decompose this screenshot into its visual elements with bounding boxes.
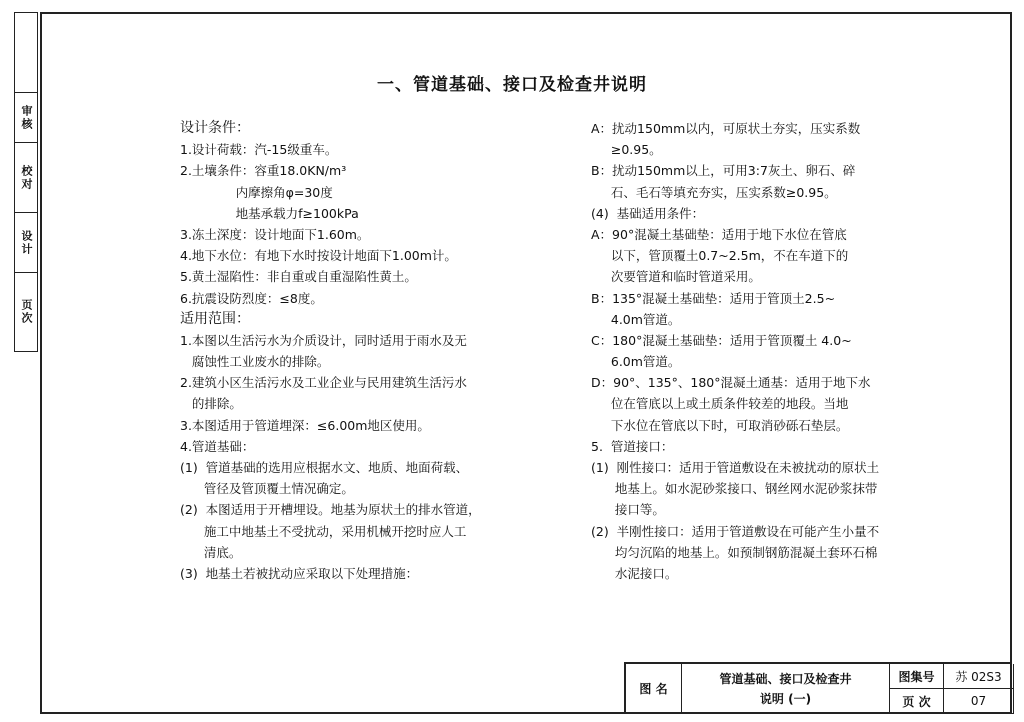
left-text-line: 地基承载力f≥100kPa (180, 205, 359, 221)
left-text-line: 内摩擦角φ=30度 (180, 184, 333, 200)
strip-cell-check: 校对 (15, 143, 37, 213)
right-text-line: 接口等。 (591, 502, 665, 518)
left-text-line: 施工中地基土不受扰动，采用机械开挖时应人工 (180, 523, 467, 539)
left-text-line: 清底。 (180, 544, 242, 560)
approval-strip (14, 12, 38, 352)
right-text-line: 均匀沉陷的地基上。如预制钢筋混凝土套环石棉 (591, 544, 878, 560)
drawing-name-line-1: 管道基础、接口及检查井 (719, 671, 852, 686)
right-text-line: C：180°混凝土基础垫：适用于管顶覆土 4.0~ (591, 332, 852, 348)
right-text-line: B：扰动150mm以上，可用3:7灰土、卵石、碎 (591, 163, 856, 179)
atlas-no: 苏 02S3 (944, 664, 1014, 689)
left-text-line: 3.本图适用于管道埋深：≤6.00m地区使用。 (180, 417, 430, 433)
right-text-line: A：90°混凝土基础垫：适用于地下水位在管底 (591, 226, 847, 242)
strip-cell-design: 设计 (15, 213, 37, 273)
right-text-line: (2) 半刚性接口：适用于管道敷设在可能产生小量不 (591, 523, 880, 539)
left-text-line: 适用范围： (180, 310, 250, 327)
right-text-line: A：扰动150mm以内，可原状土夯实，压实系数 (591, 121, 861, 136)
right-text-line: (4) 基础适用条件： (591, 205, 705, 221)
right-text-line: 位在管底以上或土质条件较差的地段。当地 (591, 396, 849, 412)
left-text-line: (3) 地基土若被扰动应采取以下处理措施： (180, 565, 419, 581)
page-no: 07 (944, 689, 1014, 714)
strip-cell-page: 页次 (20, 299, 33, 325)
right-text-line: 地基上。如水泥砂浆接口、钢丝网水泥砂浆抹带 (591, 481, 878, 497)
left-text-line: 5.黄土湿陷性：非自重或自重湿陷性黄土。 (180, 269, 417, 285)
left-text-line: 2.土壤条件：容重18.0KN/m³ (180, 163, 347, 179)
left-text-line: 1.设计荷载：汽-15级重车。 (180, 142, 338, 158)
strip-cell-review: 审核 (15, 93, 37, 143)
left-text-line: (2) 本图适用于开槽埋设。地基为原状土的排水管道， (180, 502, 481, 518)
left-column (180, 118, 481, 584)
left-text-line: 设计条件： (180, 120, 250, 136)
right-text-line: 4.0m管道。 (591, 311, 681, 327)
right-text-line: 以下，管顶覆土0.7~2.5m，不在车道下的 (591, 248, 849, 264)
right-text-line: 6.0m管道。 (591, 354, 681, 370)
right-text-line: 水泥接口。 (591, 565, 678, 581)
right-column (591, 118, 879, 584)
left-text-line: 的排除。 (180, 396, 242, 412)
drawing-name-line-2: 说明 (一) (759, 691, 812, 706)
left-text-line: 4.地下水位：有地下水时按设计地面下1.00m计。 (180, 248, 457, 264)
left-text-line: 6.抗震设防烈度：≤8度。 (180, 290, 323, 306)
left-text-line: 2.建筑小区生活污水及工业企业与民用建筑生活污水 (180, 375, 467, 391)
left-text-line: (1) 管道基础的选用应根据水文、地质、地面荷载、 (180, 460, 469, 475)
page-title: 一、管道基础、接口及检查井说明 (377, 75, 647, 95)
right-text-line: ≥0.95。 (591, 142, 662, 158)
title-block (624, 662, 1012, 714)
right-text-line: D：90°、135°、180°混凝土通基：适用于地下水 (591, 375, 871, 391)
drawing-name (682, 664, 890, 714)
label-page-no: 页 次 (890, 689, 944, 714)
right-text-line: B：135°混凝土基础垫：适用于管顶土2.5~ (591, 290, 836, 306)
label-drawing-name: 图 名 (626, 664, 682, 714)
left-text-line: 1.本图以生活污水为介质设计，同时适用于雨水及无 (180, 332, 467, 348)
right-text-line: 5. 管道接口： (591, 438, 674, 454)
left-text-line: 4.管道基础： (180, 438, 255, 454)
right-text-line: 下水位在管底以下时，可取消砂砾石垫层。 (591, 417, 849, 433)
right-text-line: (1) 刚性接口：适用于管道敷设在未被扰动的原状土 (591, 460, 880, 475)
left-text-line: 腐蚀性工业废水的排除。 (180, 354, 330, 370)
left-text-line: 3.冻土深度：设计地面下1.60m。 (180, 226, 370, 242)
right-text-line: 石、毛石等填充夯实，压实系数≥0.95。 (591, 184, 837, 200)
right-text-line: 次要管道和临时管道采用。 (591, 269, 761, 285)
left-text-line: 管径及管顶覆土情况确定。 (180, 481, 354, 497)
label-atlas-no: 图集号 (890, 664, 944, 689)
